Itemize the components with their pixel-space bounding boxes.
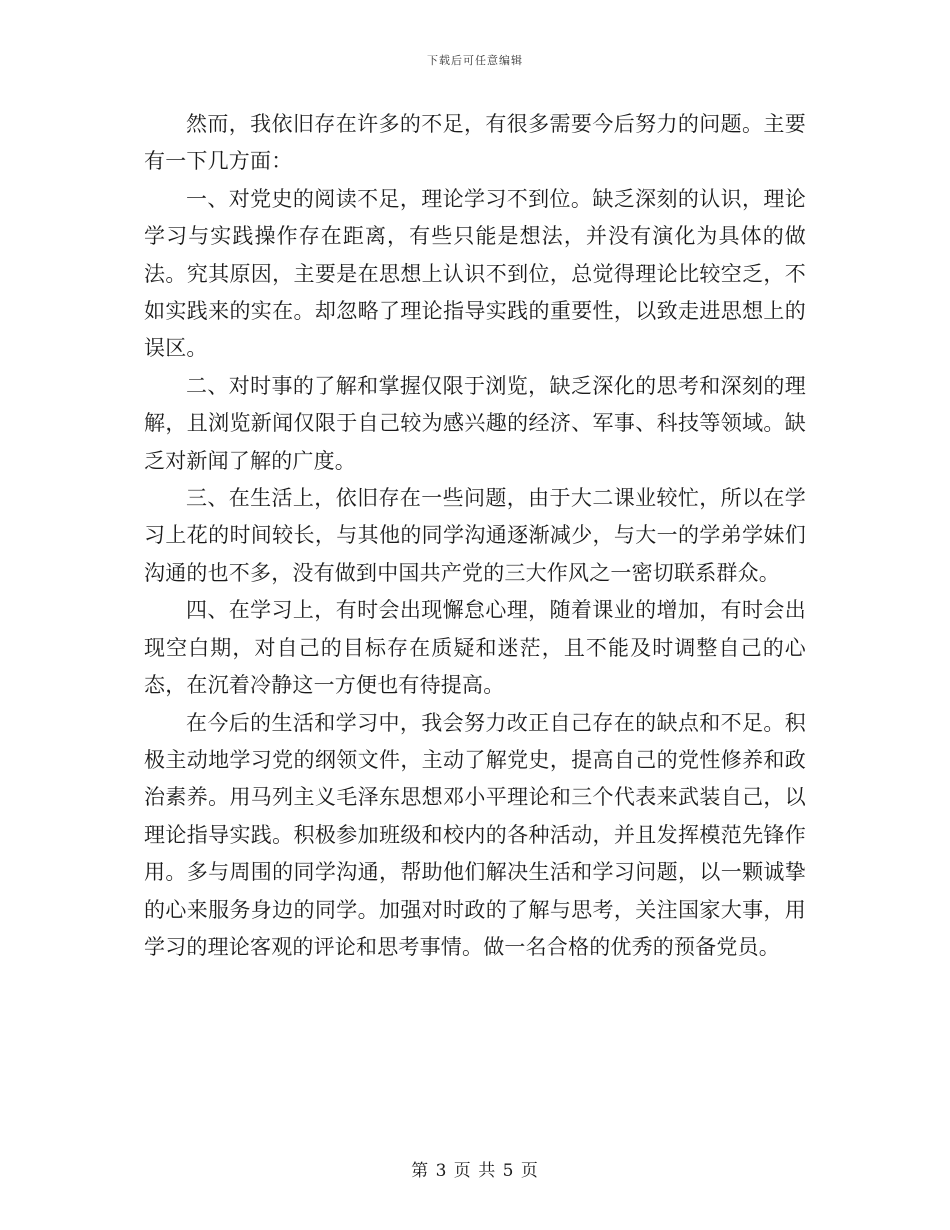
paragraph-point-2: 二、对时事的了解和掌握仅限于浏览，缺乏深化的思考和深刻的理解，且浏览新闻仅限于自己较为感兴趣的经济、军事、科技等领域。缺乏对新闻了解的广度。: [144, 373, 806, 473]
paragraph-point-4: 四、在学习上，有时会出现懈怠心理，随着课业的增加，有时会出现空白期，对自己的目标存在质疑和迷茫，且不能及时调整自己的心态，在沉着冷静这一方便也有待提高。: [144, 598, 806, 698]
page-header: 下载后可任意编辑: [427, 54, 523, 67]
page-number: 第 3 页 共 5 页: [411, 1161, 539, 1181]
paragraph-conclusion: 在今后的生活和学习中，我会努力改正自己存在的缺点和不足。积极主动地学习党的纲领文件，主动了解党史，提高自己的党性修养和政治素养。用马列主义毛泽东思想邓小平理论和三个代表来武装自己，以理论指导实践。积极参加班级和校内的各种活动，并且发挥模范先锋作用。多与周围的同学沟通，帮助他们解决生活和学习问题，以一颗诚挚的心来服务身边的同学。加强对时政的了解与思考，关注国家大事，用学习的理论客观的评论和思考事情。做一名合格的优秀的预备党员。: [144, 710, 806, 959]
document-body: [144, 106, 806, 966]
paragraph-point-1: 一、对党史的阅读不足，理论学习不到位。缺乏深刻的认识，理论学习与实践操作存在距离，有些只能是想法，并没有演化为具体的做法。究其原因，主要是在思想上认识不到位，总觉得理论比较空乏，不如实践来的实在。却忽略了理论指导实践的重要性，以致走进思想上的误区。: [144, 186, 806, 361]
paragraph-point-3: 三、在生活上，依旧存在一些问题，由于大二课业较忙，所以在学习上花的时间较长，与其他的同学沟通逐渐减少，与大一的学弟学妹们沟通的也不多，没有做到中国共产党的三大作风之一密切联系群众。: [144, 486, 806, 585]
paragraph-intro: 然而，我依旧存在许多的不足，有很多需要今后努力的问题。主要有一下几方面：: [144, 112, 806, 174]
